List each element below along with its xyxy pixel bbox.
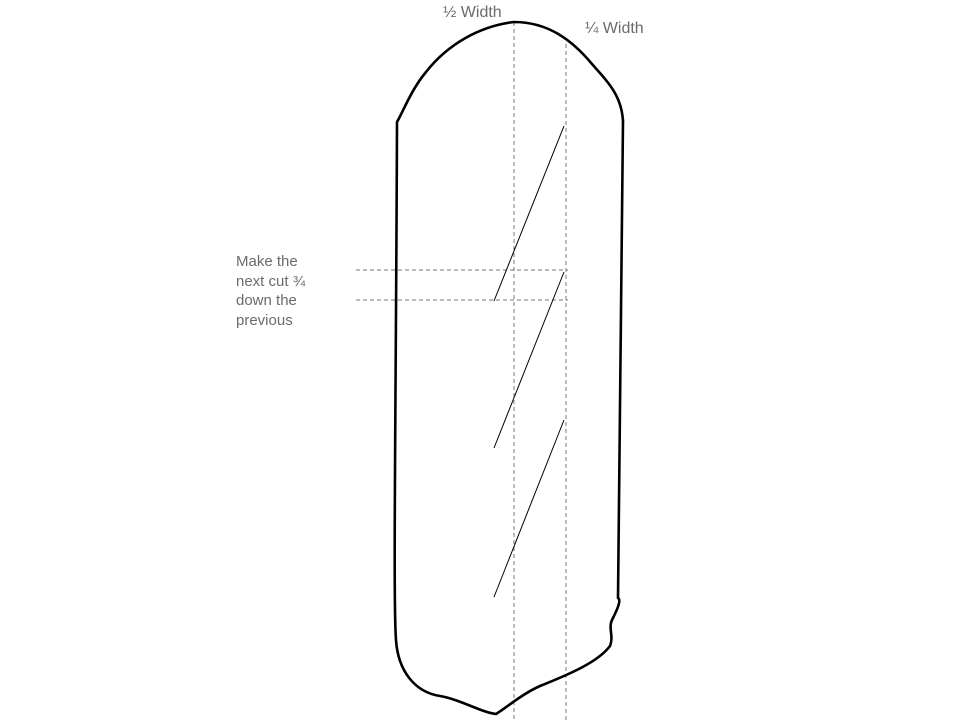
- note-line-2: next cut ¾: [236, 272, 306, 290]
- object-outline: [395, 22, 623, 714]
- cut-line-1: [494, 126, 564, 301]
- note-line-1: Make the: [236, 253, 298, 270]
- cut-line-3: [494, 420, 564, 597]
- cut-line-2: [494, 272, 564, 448]
- quarter-width-label: ¼ Width: [585, 20, 644, 37]
- note-line-3: down the: [236, 292, 297, 309]
- note-line-4: previous: [236, 311, 293, 329]
- half-width-label: ½ Width: [443, 4, 502, 21]
- cut-instruction-note: [236, 252, 346, 330]
